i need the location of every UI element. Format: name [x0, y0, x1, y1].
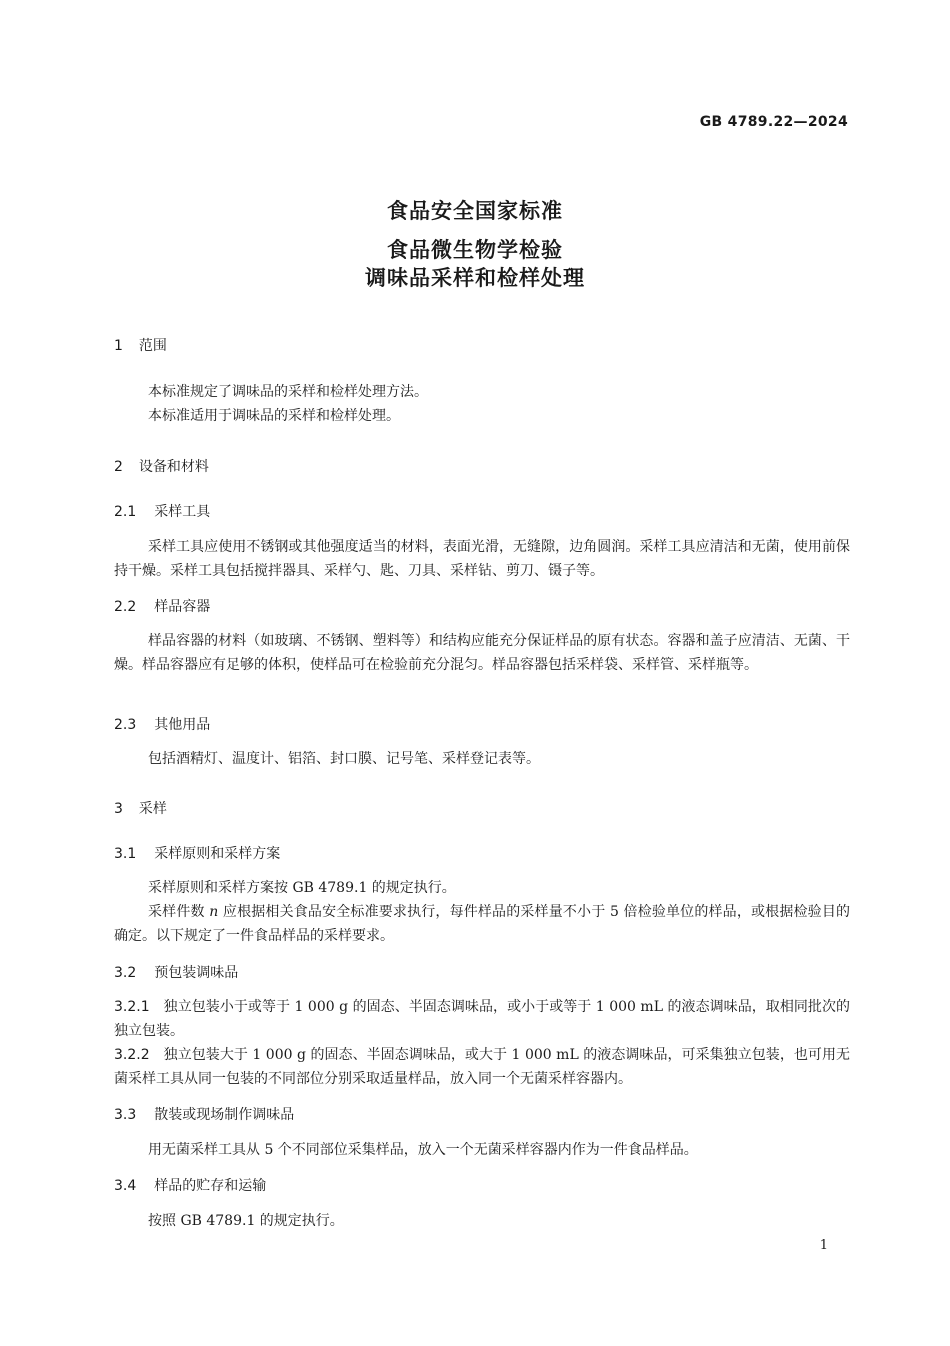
- title-line-1: 食品安全国家标准: [387, 199, 563, 223]
- section-title: 采样工具: [154, 504, 211, 520]
- title-line-2: 食品微生物学检验: [387, 238, 563, 262]
- section-number: 3.1: [114, 846, 137, 862]
- clause-3-2-1: 3.2.1 独立包装小于或等于 1 000 g 的固态、半固态调味品，或小于或等于 1 000 mL 的液态调味品，取相同批次的独立包装。: [114, 999, 850, 1039]
- section-heading-3: [114, 798, 167, 818]
- section-number: 3.4: [114, 1178, 137, 1194]
- section-number: 2.3: [114, 717, 137, 733]
- paragraph: 按照 GB 4789.1 的规定执行。: [148, 1213, 344, 1229]
- paragraph: 采样件数 n 应根据相关食品安全标准要求执行，每件样品的采样量不小于 5 倍检验单位的样品，或根据检验目的确定。以下规定了一件食品样品的采样要求。: [114, 904, 850, 944]
- section-heading-3-1: [114, 843, 280, 863]
- section-title: 预包装调味品: [154, 965, 239, 981]
- section-heading-3-2: [114, 962, 238, 982]
- paragraph: 本标准规定了调味品的采样和检样处理方法。: [148, 384, 428, 400]
- clause-number: 3.2.1: [114, 999, 150, 1015]
- paragraph: 采样原则和采样方案按 GB 4789.1 的规定执行。: [148, 880, 456, 896]
- section-heading-3-3: [114, 1104, 294, 1124]
- paragraph: 包括酒精灯、温度计、铝箔、封口膜、记号笔、采样登记表等。: [148, 751, 540, 767]
- section-number: 2.1: [114, 504, 137, 520]
- section-title: 采样: [138, 801, 167, 817]
- paragraph: 样品容器的材料（如玻璃、不锈钢、塑料等）和结构应能充分保证样品的原有状态。容器和盖子应清洁、无菌、干燥。样品容器应有足够的体积，使样品可在检验前充分混匀。样品容器包括采样袋、采样管、采样瓶等。: [114, 633, 850, 673]
- section-title: 样品容器: [154, 599, 211, 615]
- section-title: 其他用品: [154, 717, 211, 733]
- section-heading-2: [114, 456, 209, 476]
- section-number: 1: [114, 338, 123, 354]
- section-heading-1: [114, 335, 167, 355]
- clause-number: 3.2.2: [114, 1047, 150, 1063]
- clause-3-2-2: 3.2.2 独立包装大于 1 000 g 的固态、半固态调味品，或大于 1 000 mL 的液态调味品，可采集独立包装，也可用无菌采样工具从同一包装的不同部位分别采取适量样品，放入同一个无菌采样容器内。: [114, 1047, 850, 1087]
- paragraph: 用无菌采样工具从 5 个不同部位采集样品，放入一个无菌采样容器内作为一件食品样品。: [148, 1142, 698, 1158]
- section-number: 3.2: [114, 965, 137, 981]
- standard-code: GB 4789.22—2024: [699, 114, 848, 130]
- variable-n: n: [209, 904, 219, 920]
- section-title: 设备和材料: [138, 459, 209, 475]
- title-line-3: 调味品采样和检样处理: [365, 266, 585, 290]
- section-number: 3.3: [114, 1107, 137, 1123]
- section-title: 范围: [138, 338, 167, 354]
- section-number: 2: [114, 459, 123, 475]
- paragraph: 采样工具应使用不锈钢或其他强度适当的材料，表面光滑，无缝隙，边角圆润。采样工具应清洁和无菌，使用前保持干燥。采样工具包括搅拌器具、采样勺、匙、刀具、采样钻、剪刀、镊子等。: [114, 539, 850, 579]
- section-title: 样品的贮存和运输: [154, 1178, 267, 1194]
- section-heading-3-4: [114, 1175, 266, 1195]
- section-heading-2-1: [114, 501, 210, 521]
- section-number: 2.2: [114, 599, 137, 615]
- section-heading-2-2: [114, 596, 210, 616]
- section-number: 3: [114, 801, 123, 817]
- section-title: 散装或现场制作调味品: [154, 1107, 295, 1123]
- section-title: 采样原则和采样方案: [154, 846, 281, 862]
- page-number: 1: [819, 1238, 828, 1253]
- section-heading-2-3: [114, 714, 210, 734]
- paragraph: 本标准适用于调味品的采样和检样处理。: [148, 408, 400, 424]
